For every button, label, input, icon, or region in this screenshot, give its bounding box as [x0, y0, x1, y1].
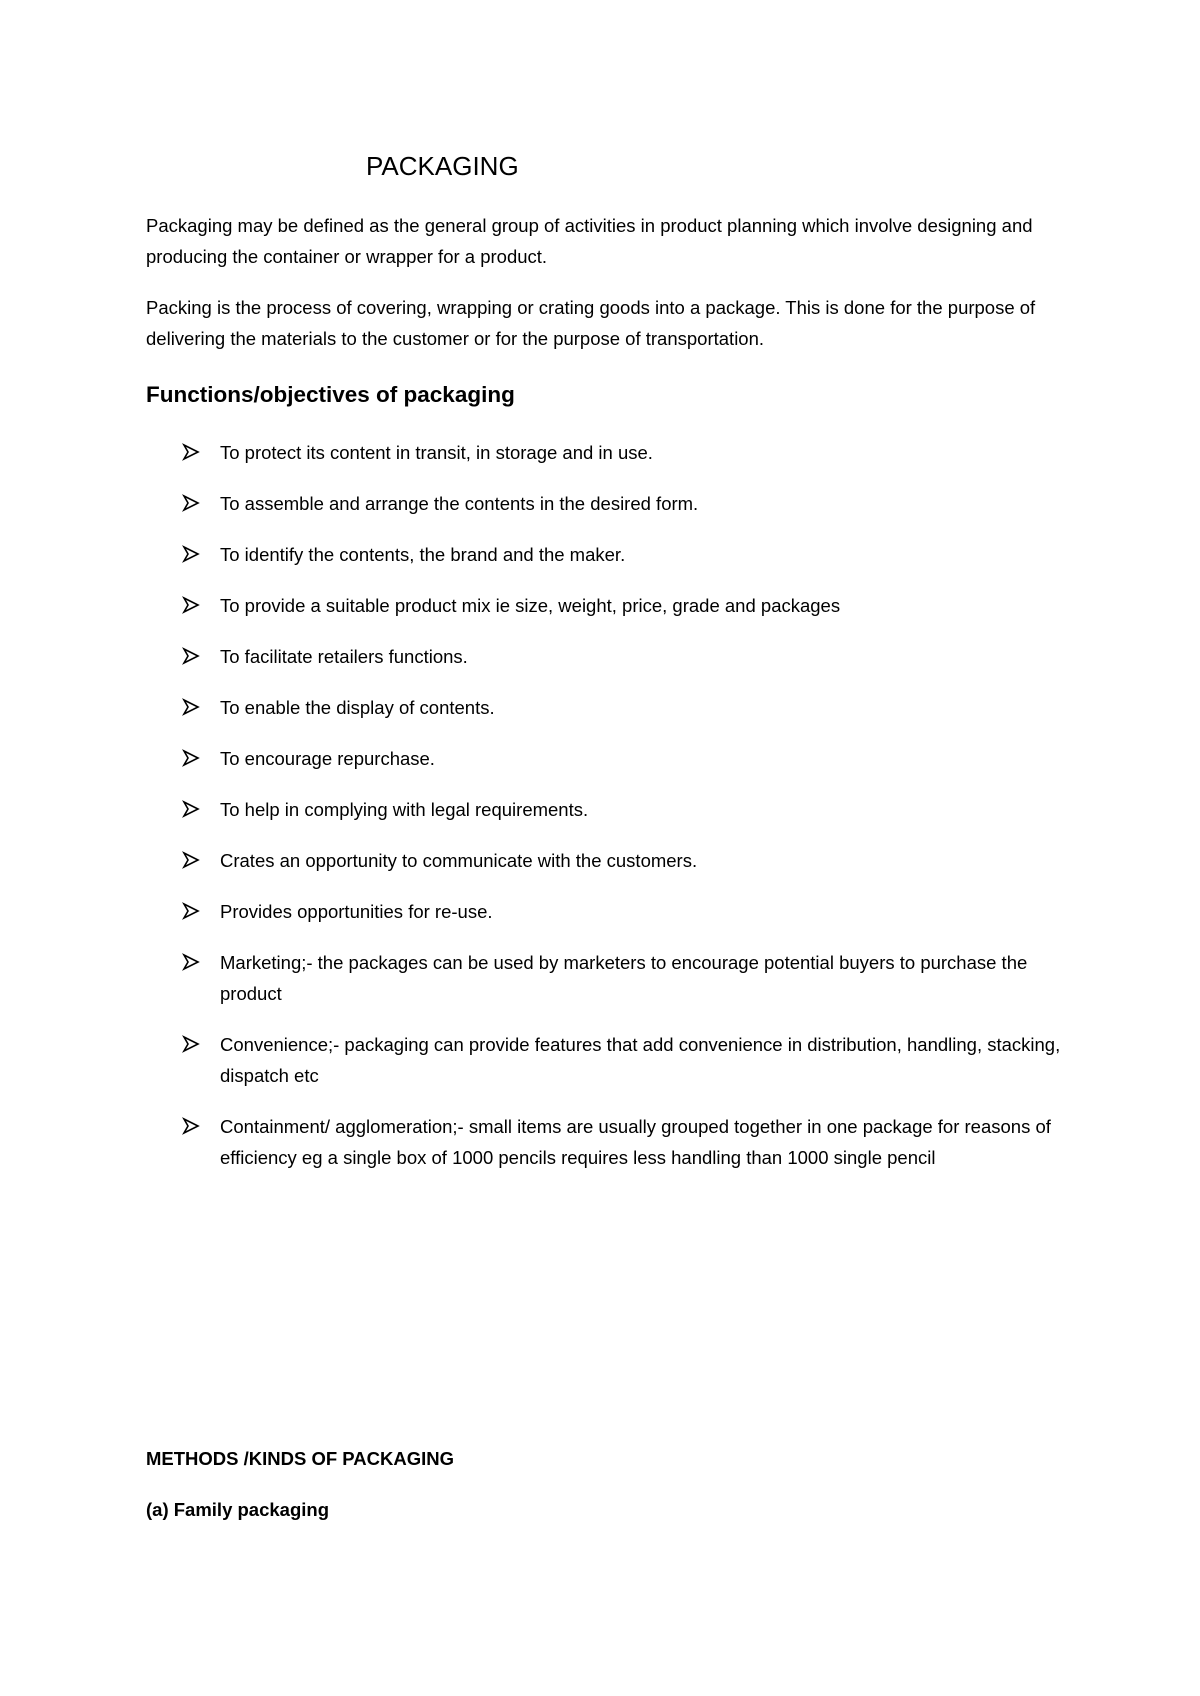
- list-item: [182, 743, 1062, 774]
- list-item: [182, 692, 1062, 723]
- list-item: [182, 845, 1062, 876]
- methods-heading: METHODS /KINDS OF PACKAGING: [146, 1448, 454, 1469]
- list-item-text: Crates an opportunity to communicate with the customers.: [220, 850, 698, 871]
- list-item-text: To provide a suitable product mix ie size, weight, price, grade and packages: [220, 595, 841, 616]
- list-item: [182, 1111, 1062, 1173]
- arrow-bullet-icon: [182, 494, 200, 512]
- list-item-text: Containment/ agglomeration;- small items are usually grouped together in one package for reasons of efficiency eg a single box of 1000 pencils requires less handling than 1000 single pencil: [220, 1116, 1051, 1168]
- list-item: [182, 437, 1062, 468]
- list-item-text: Marketing;- the packages can be used by marketers to encourage potential buyers to purchase the product: [220, 952, 1028, 1004]
- arrow-bullet-icon: [182, 1035, 200, 1053]
- arrow-bullet-icon: [182, 698, 200, 716]
- document-title: PACKAGING: [366, 151, 519, 181]
- list-item: [182, 488, 1062, 519]
- list-item-text: To encourage repurchase.: [220, 748, 435, 769]
- list-item: [182, 1029, 1062, 1091]
- functions-heading: Functions/objectives of packaging: [146, 382, 515, 407]
- list-item-text: To assemble and arrange the contents in the desired form.: [220, 493, 699, 514]
- arrow-bullet-icon: [182, 647, 200, 665]
- family-packaging-heading: (a) Family packaging: [146, 1499, 329, 1520]
- list-item-text: To enable the display of contents.: [220, 697, 495, 718]
- list-item: [182, 896, 1062, 927]
- arrow-bullet-icon: [182, 902, 200, 920]
- list-item: [182, 539, 1062, 570]
- arrow-bullet-icon: [182, 953, 200, 971]
- list-item: [182, 947, 1062, 1009]
- arrow-bullet-icon: [182, 596, 200, 614]
- arrow-bullet-icon: [182, 851, 200, 869]
- arrow-bullet-icon: [182, 1117, 200, 1135]
- list-item-text: Provides opportunities for re-use.: [220, 901, 493, 922]
- arrow-bullet-icon: [182, 800, 200, 818]
- definition-paragraph: Packaging may be defined as the general group of activities in product planning which involve designing and producing the container or wrapper for a product.: [146, 215, 1033, 267]
- list-item-text: Convenience;- packaging can provide features that add convenience in distribution, handling, stacking, dispatch etc: [220, 1034, 1061, 1086]
- arrow-bullet-icon: [182, 749, 200, 767]
- list-item-text: To protect its content in transit, in storage and in use.: [220, 442, 653, 463]
- list-item-text: To identify the contents, the brand and the maker.: [220, 544, 626, 565]
- list-item: [182, 794, 1062, 825]
- list-item-text: To facilitate retailers functions.: [220, 646, 468, 667]
- packing-paragraph: Packing is the process of covering, wrapping or crating goods into a package. This is done for the purpose of delivering the materials to the customer or for the purpose of transportation.: [146, 297, 1036, 349]
- functions-list: [182, 437, 1062, 1193]
- arrow-bullet-icon: [182, 545, 200, 563]
- arrow-bullet-icon: [182, 443, 200, 461]
- list-item-text: To help in complying with legal requirements.: [220, 799, 589, 820]
- list-item: [182, 590, 1062, 621]
- list-item: [182, 641, 1062, 672]
